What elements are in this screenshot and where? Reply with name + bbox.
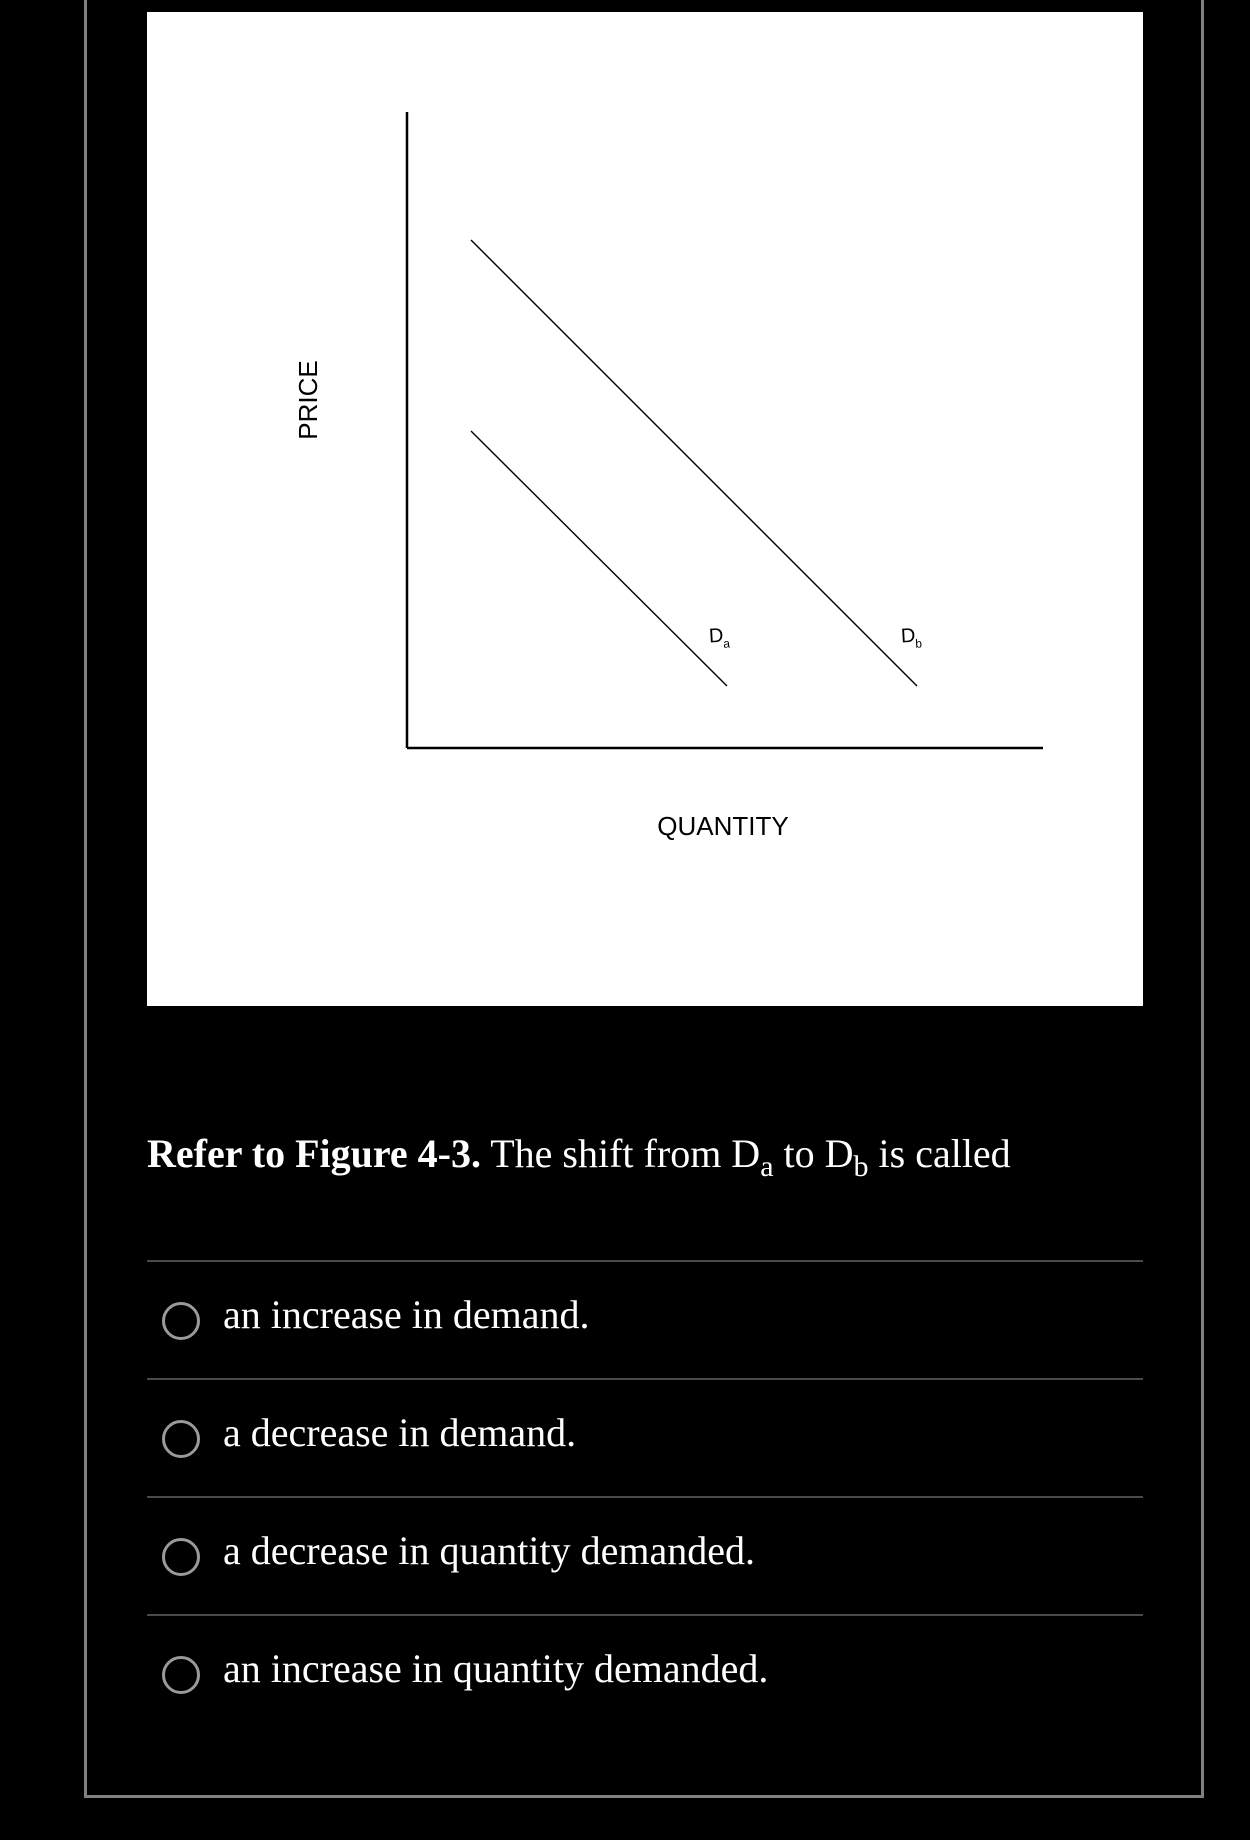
y-axis-label: PRICE (293, 360, 323, 440)
question-text-part2: to D (773, 1131, 854, 1176)
curve-label-da (708, 624, 730, 651)
answer-options (147, 1260, 1143, 1732)
figure-4-3 (147, 12, 1143, 1006)
answer-option-increase-in-demand[interactable] (147, 1260, 1143, 1378)
radio-button[interactable] (162, 1538, 200, 1576)
x-axis-label: QUANTITY (657, 811, 789, 841)
question-sub-b: b (853, 1150, 869, 1183)
curve-label-da-main: D (708, 624, 724, 648)
curve-label-db-main: D (900, 624, 916, 648)
answer-option-label[interactable]: a decrease in quantity demanded. (223, 1528, 755, 1573)
demand-graph (147, 12, 1143, 1006)
demand-curve-db (471, 240, 917, 686)
radio-button[interactable] (162, 1656, 200, 1694)
question-text-part3: is called (868, 1131, 1011, 1176)
curve-label-db (900, 624, 922, 651)
question-figure-reference: Refer to Figure 4-3. (147, 1131, 481, 1176)
question-text (147, 1128, 1147, 1183)
demand-curve-da (471, 431, 727, 686)
question-text-part1: The shift from D (480, 1131, 761, 1176)
answer-option-label[interactable]: a decrease in demand. (223, 1410, 577, 1455)
question-sub-a: a (760, 1150, 774, 1183)
curve-label-db-sub: b (914, 636, 923, 651)
answer-option-decrease-in-demand[interactable] (147, 1378, 1143, 1496)
answer-option-decrease-in-quantity-demanded[interactable] (147, 1496, 1143, 1614)
curve-label-da-sub: a (722, 636, 731, 651)
radio-button[interactable] (162, 1420, 200, 1458)
radio-button[interactable] (162, 1302, 200, 1340)
answer-option-label[interactable]: an increase in demand. (223, 1292, 590, 1337)
answer-option-increase-in-quantity-demanded[interactable] (147, 1614, 1143, 1732)
answer-option-label[interactable]: an increase in quantity demanded. (223, 1646, 769, 1691)
